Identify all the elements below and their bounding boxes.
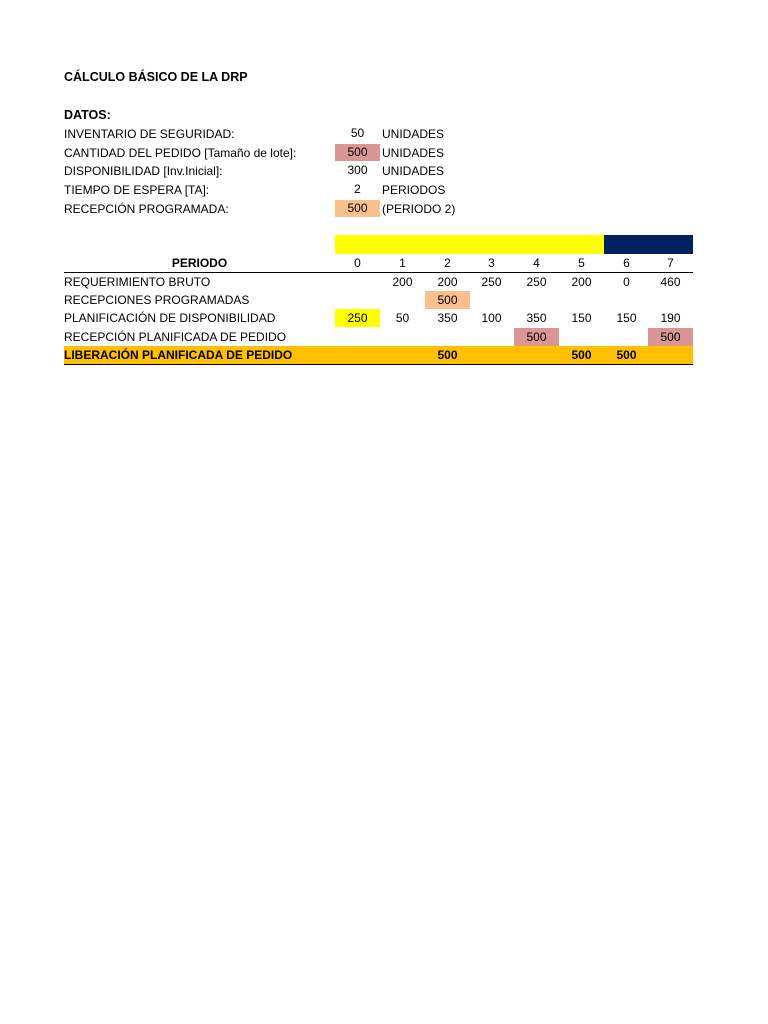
period-header-cell: 6 [623, 256, 630, 270]
table-cell[interactable] [514, 346, 559, 364]
table-cell[interactable] [469, 328, 514, 346]
table-cell[interactable]: 350 [526, 311, 547, 325]
period-header-cell: 5 [578, 256, 585, 270]
datos-value-scheduled-receipt[interactable]: 500 [335, 200, 380, 217]
table-cell[interactable] [380, 346, 425, 364]
table-cell[interactable] [514, 291, 559, 309]
datos-value-lot-size[interactable]: 500 [335, 144, 380, 161]
table-cell[interactable]: 250 [335, 309, 380, 327]
row-label-planned-receipt: RECEPCIÓN PLANIFICADA DE PEDIDO [64, 330, 287, 344]
table-cell[interactable] [469, 346, 514, 364]
table-cell[interactable] [335, 291, 380, 309]
period-header-cell: 1 [399, 256, 406, 270]
datos-unit-scheduled-receipt: (PERIODO 2) [382, 202, 456, 216]
table-cell[interactable]: 500 [514, 328, 559, 346]
table-cell[interactable] [469, 291, 514, 309]
table-cell[interactable]: 100 [481, 311, 502, 325]
period-header-cell: 7 [667, 256, 674, 270]
datos-unit-lot-size: UNIDADES [382, 146, 445, 160]
datos-label-lead-time: TIEMPO DE ESPERA [TA]: [64, 183, 210, 197]
datos-value-lead-time[interactable]: 2 [354, 182, 361, 196]
datos-value-safety-stock[interactable]: 50 [350, 126, 365, 140]
table-cell[interactable]: 50 [395, 311, 410, 325]
row-label-gross-requirement: REQUERIMIENTO BRUTO [64, 275, 211, 289]
table-cell[interactable] [335, 273, 380, 291]
table-cell[interactable] [604, 328, 649, 346]
period-header-cell: 4 [533, 256, 540, 270]
table-bottom-border [64, 364, 693, 365]
table-cell[interactable] [604, 291, 649, 309]
row-label-planned-release: LIBERACIÓN PLANIFICADA DE PEDIDO [64, 348, 293, 362]
page-title: CÁLCULO BÁSICO DE LA DRP [64, 70, 248, 84]
table-cell[interactable]: 460 [660, 275, 681, 289]
datos-label-initial-inventory: DISPONIBILIDAD [Inv.Inicial]: [64, 164, 223, 178]
datos-label-scheduled-receipt: RECEPCIÓN PROGRAMADA: [64, 202, 229, 216]
table-cell[interactable]: 500 [648, 328, 693, 346]
header-bar-yellow [335, 235, 604, 254]
table-cell[interactable] [335, 346, 380, 364]
table-cell[interactable] [380, 328, 425, 346]
table-cell[interactable] [559, 328, 604, 346]
row-label-scheduled-receipts: RECEPCIONES PROGRAMADAS [64, 293, 250, 307]
header-bar-navy [604, 235, 693, 254]
table-cell[interactable] [380, 291, 425, 309]
table-cell[interactable]: 190 [660, 311, 681, 325]
period-header-cell: 2 [444, 256, 451, 270]
table-cell[interactable] [648, 291, 693, 309]
table-cell[interactable]: 250 [481, 275, 502, 289]
table-cell[interactable]: 500 [437, 348, 458, 362]
table-cell[interactable]: 150 [616, 311, 637, 325]
table-cell[interactable]: 200 [437, 275, 458, 289]
table-cell[interactable]: 500 [571, 348, 592, 362]
table-cell[interactable]: 200 [571, 275, 592, 289]
table-cell[interactable]: 350 [437, 311, 458, 325]
table-cell[interactable]: 500 [616, 348, 637, 362]
table-cell[interactable]: 250 [526, 275, 547, 289]
table-cell[interactable] [425, 328, 470, 346]
table-cell[interactable]: 0 [623, 275, 630, 289]
period-header-cell: 3 [488, 256, 495, 270]
periodo-header: PERIODO [171, 256, 228, 270]
row-label-projected-available: PLANIFICACIÓN DE DISPONIBILIDAD [64, 311, 276, 325]
table-cell[interactable] [335, 328, 380, 346]
datos-value-initial-inventory[interactable]: 300 [347, 163, 368, 177]
table-cell[interactable]: 200 [392, 275, 413, 289]
period-header-cell: 0 [354, 256, 361, 270]
datos-label-safety-stock: INVENTARIO DE SEGURIDAD: [64, 127, 235, 141]
datos-unit-lead-time: PERIODOS [382, 183, 446, 197]
datos-label-lot-size: CANTIDAD DEL PEDIDO [Tamaño de lote]: [64, 146, 297, 160]
table-cell[interactable] [648, 346, 693, 364]
table-cell[interactable]: 150 [571, 311, 592, 325]
table-cell[interactable]: 500 [425, 291, 470, 309]
datos-unit-initial-inventory: UNIDADES [382, 164, 445, 178]
table-cell[interactable] [559, 291, 604, 309]
datos-unit-safety-stock: UNIDADES [382, 127, 445, 141]
datos-heading: DATOS: [64, 108, 111, 122]
